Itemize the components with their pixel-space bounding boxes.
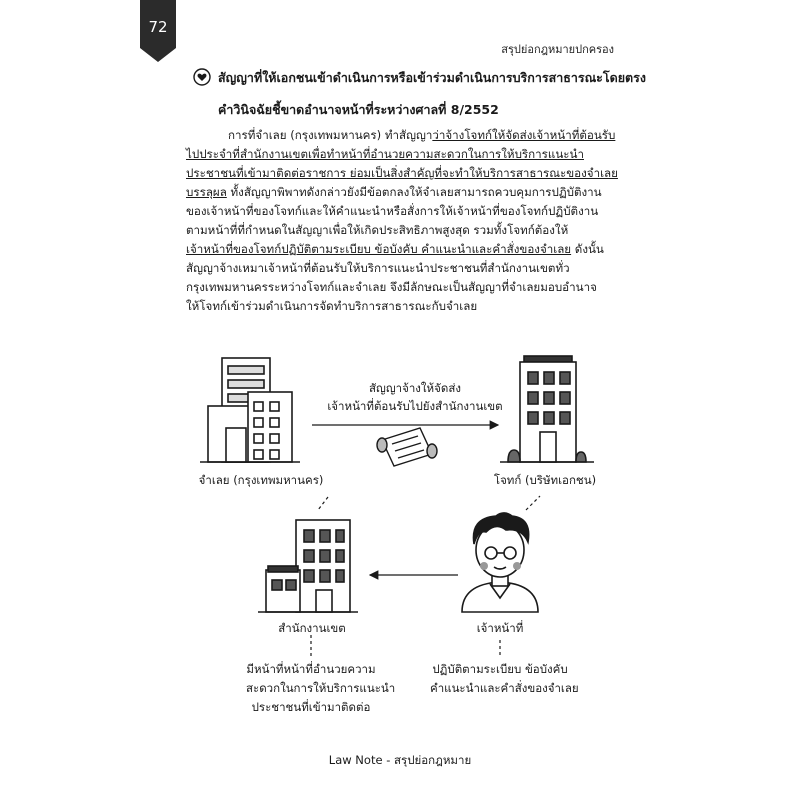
underlined-text: เจ้าหน้าที่ของโจทก์ปฏิบัติตามระเบียบ ข้อบังคับ คำแนะนำและคำสั่งของจำเลย (186, 242, 572, 256)
page-number: 72 (148, 18, 168, 36)
paragraph-line: ให้โจทก์เข้าร่วมดำเนินการจัดทำบริการสาธารณะกับจำเลย (186, 299, 478, 313)
officer-person-icon (462, 513, 538, 612)
arrow-label-contract (327, 380, 503, 416)
district-office-icon (258, 520, 358, 612)
text-run: ดังนั้น (571, 242, 604, 256)
text-run: ทั้งสัญญาพิพาทดังกล่าวยังมีข้อตกลงให้จำเลยสามารถควบคุมการปฏิบัติงาน (226, 185, 602, 199)
note-line: คำแนะนำและคำสั่งของจำเลย (430, 681, 579, 695)
paragraph-line: ของเจ้าหน้าที่ของโจทก์และให้คำแนะนำหรือสั่งการให้เจ้าหน้าที่ของโจทก์ปฏิบัติงาน (186, 204, 599, 218)
page-footer: Law Note - สรุปย่อกฎหมาย (328, 753, 472, 767)
note-line: ปฏิบัติตามระเบียบ ข้อบังคับ (432, 662, 568, 676)
note-line: มีหน้าที่หน้าที่อำนวยความ (246, 662, 376, 676)
running-header: สรุปย่อกฎหมายปกครอง (501, 43, 614, 56)
paragraph-line: ตามหน้าที่ที่กำหนดในสัญญาเพื่อให้เกิดประสิทธิภาพสูงสุด รวมทั้งโจทก์ต้องให้ (186, 223, 569, 237)
officer-label: เจ้าหน้าที่ (476, 621, 524, 635)
contract-scroll-icon (377, 428, 437, 466)
case-reference: คำวินิจฉัยชี้ขาดอำนาจหน้าที่ระหว่างศาลที่ 8/2552 (218, 102, 499, 117)
city-building-icon (200, 358, 300, 462)
arrow-label-line: เจ้าหน้าที่ต้อนรับไปยังสำนักงานเขต (327, 399, 503, 413)
office-tower-icon (500, 356, 594, 462)
note-line: สะดวกในการให้บริการแนะนำ (246, 681, 396, 695)
paragraph-line: กรุงเทพมหานครระหว่างโจทก์และจำเลย จึงมีลักษณะเป็นสัญญาที่จำเลยมอบอำนาจ (186, 280, 597, 294)
underlined-text: บรรลุผล (186, 185, 227, 199)
defendant-label: จำเลย (กรุงเทพมหานคร) (198, 473, 324, 487)
note-line: ประชาชนที่เข้ามาติดต่อ (251, 700, 371, 714)
paragraph-line: สัญญาจ้างเหมาเจ้าหน้าที่ต้อนรับให้บริการแนะนำประชาชนที่สำนักงานเขตทั่ว (186, 261, 570, 275)
plaintiff-label: โจทก์ (บริษัทเอกชน) (493, 473, 597, 487)
text-run: การที่จำเลย (กรุงเทพมหานคร) ทำสัญญา (228, 128, 433, 142)
underlined-text: ย่อมเป็นสิ่งสำคัญที่จะทำให้บริการสาธารณะของจำเลย (346, 166, 618, 180)
district-duty-note (246, 660, 396, 717)
underlined-text: ไปประจำที่สำนักงานเขตเพื่อทำหน้าที่อำนวยความสะดวกในการให้บริการแนะนำ (186, 147, 584, 161)
arrow-label-line: สัญญาจ้างให้จัดส่ง (369, 381, 461, 395)
underlined-text: ว่าจ้างโจทก์ให้จัดส่งเจ้าหน้าที่ต้อนรับ (432, 128, 616, 142)
underlined-text: ประชาชนที่เข้ามาติดต่อราชการ (186, 166, 347, 180)
section-heading: สัญญาที่ให้เอกชนเข้าดำเนินการหรือเข้าร่วมดำเนินการบริการสาธารณะโดยตรง (218, 70, 646, 85)
district-office-label: สำนักงานเขต (278, 621, 346, 635)
officer-duty-note (430, 660, 579, 698)
